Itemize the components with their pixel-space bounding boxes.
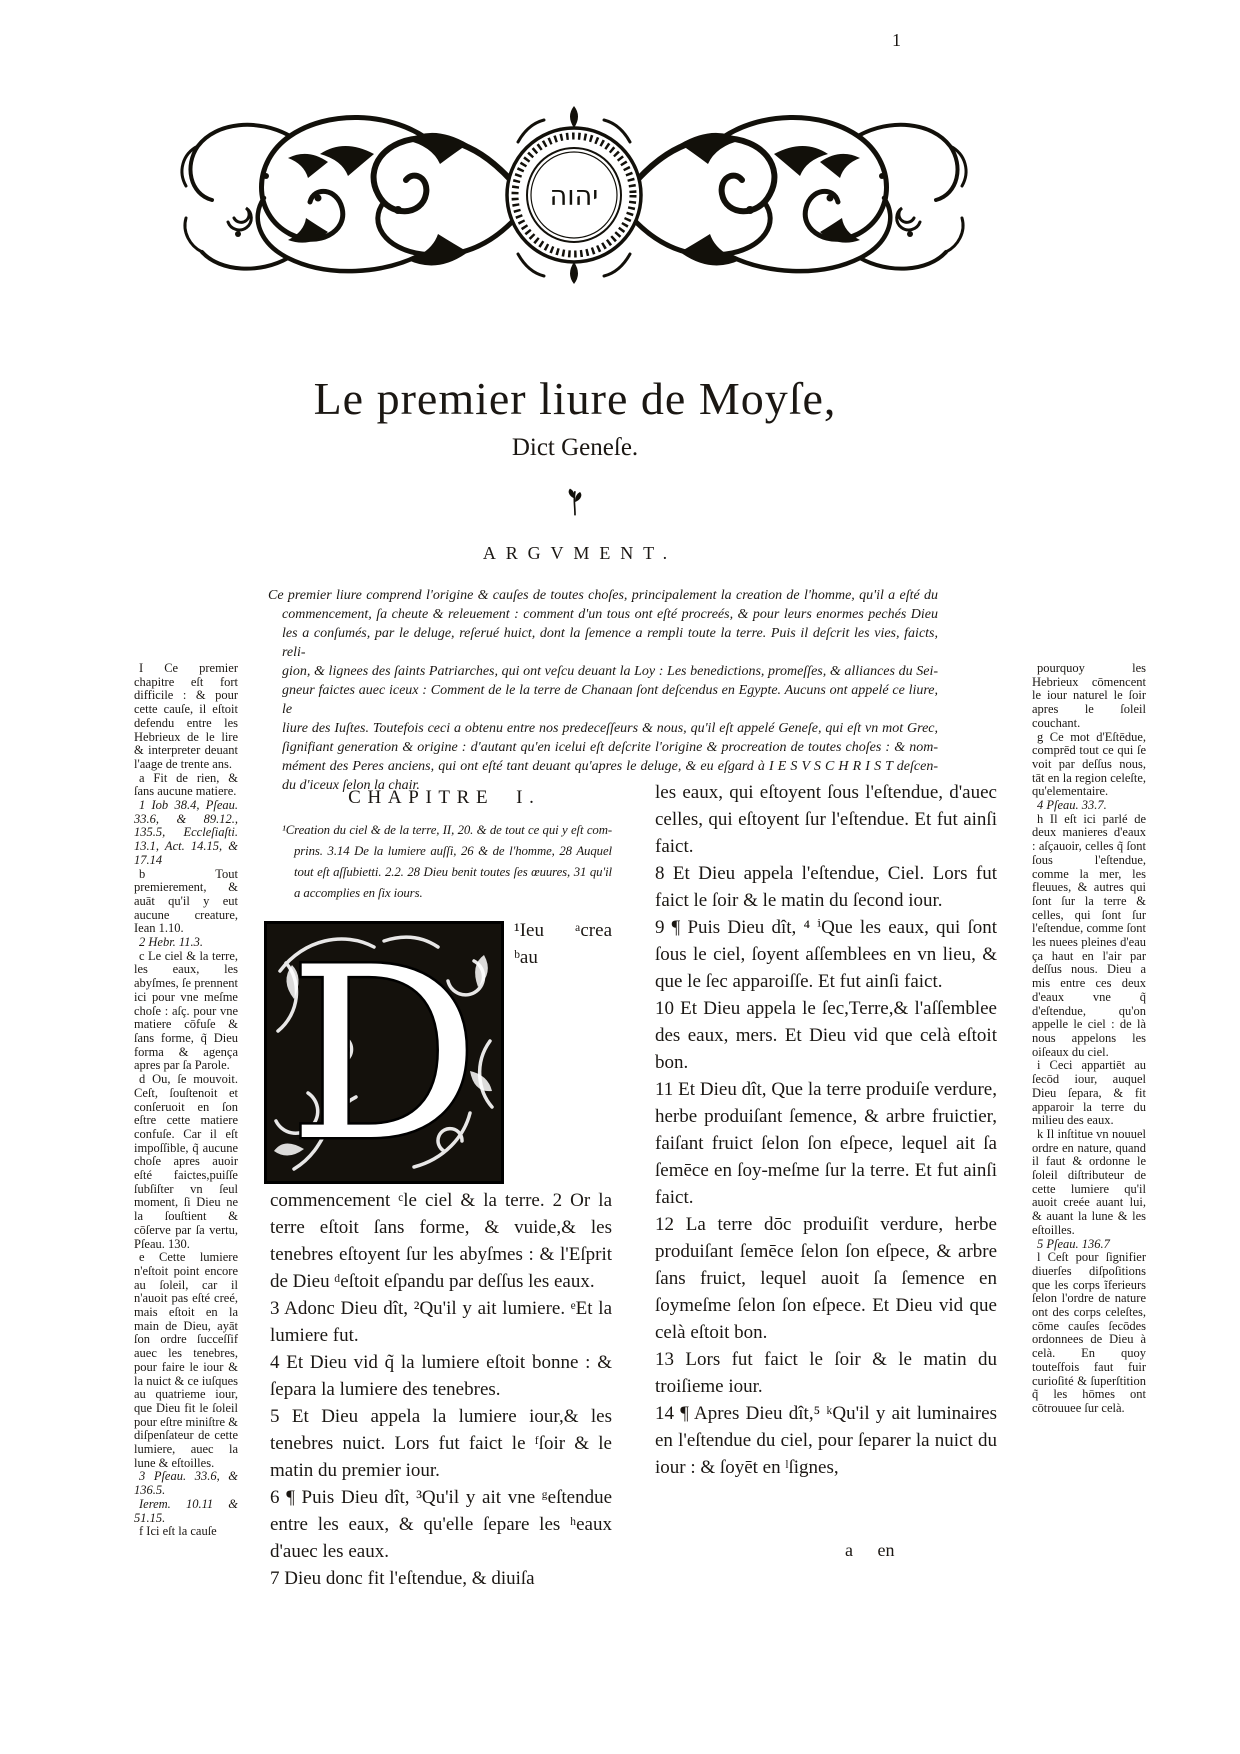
verse: 14 ¶ Apres Dieu dît,⁵ ᵏQu'il y ait luminaires en l'eſtendue du ciel, pour ſeparer la nuict du iour : & ſoyēt en ˡſignes,	[655, 1403, 997, 1478]
argument-line: mément des Peres anciens, qui ont eſté tant deuant qu'apres le deluge, & eu eſgard à I E S V S C H R I S T deſcen-	[282, 759, 938, 774]
margin-note: b Tout premierement, & auāt qu'il y eut aucune creature, Iean 1.10.	[134, 866, 238, 936]
margin-note: i Ceci appartiēt au ſecōd iour, auquel Dieu ſepara, & fit apparoir la terre du milieu des eaux.	[1032, 1058, 1146, 1128]
page-number: 1	[892, 30, 901, 50]
chapter-summary-line: ¹Creation du ciel & de la terre, II, 20. & de tout ce qui y eſt com-	[282, 823, 612, 837]
verse: 9 ¶ Puis Dieu dît, ⁴ ⁱQue les eaux, qui ſont ſous le ciel, ſoyent aſſemblees en vn lieu, & que le ſec apparoiſſe. Et fut ainſi faict.	[655, 917, 997, 992]
margin-note: d Ou, ſe mouvoit. Ceſt, ſouſtenoit et conſeruoit en ſon eſtre cette matiere confuſe. Car il eſt impoſſible, q̃ aucune choſe apres auoir eſté faictes,puiſſe ſubſiſter vn ſeul moment, ſi Dieu ne la ſouſtient & cōſerve par ſa vertu, Pſeau. 130.	[134, 1072, 238, 1251]
margin-note: f Ici eſt la cauſe	[139, 1524, 217, 1539]
argument-line: ſignifiant generation & origine : d'autant qu'en icelui eſt deſcrite l'origine & procreation de toutes choſes : & nom-	[282, 740, 938, 755]
argument-line: commencement, ſa cheute & releuement : comment d'un tous ont eſté procreés, & pour leurs enormes pechés Dieu	[282, 607, 938, 622]
verse: 5 Et Dieu appela la lumiere iour,& les tenebres nuict. Lors fut faict le ᶠſoir & le matin du premier iour.	[270, 1406, 612, 1481]
verse: les eaux, qui eſtoyent ſous l'eſtendue, d'auec celles, qui eſtoyent ſur l'eſtendue. Et fut ainſi faict.	[655, 782, 997, 857]
verse: 13 Lors fut faict le ſoir & le matin du troiſieme iour.	[655, 1349, 997, 1397]
text-column-1	[270, 784, 612, 1592]
margin-note: h Il eſt ici parlé de deux manieres d'eaux : aſçauoir, celles q̃ ſont ſous l'eſtendue, comme la mer, les fleuues, & autres qui ſont ſur la terre & celles, qui ſont ſur l'eſtendue, comme ſont les nuees pleines d'eau ça haut en l'air par deſſus nous. Dieu a mis entre ces deux d'eaux vne q̃ d'eſtendue, qu'on appelle le ciel : de là nous appelons les oiſeaux du ciel.	[1032, 811, 1146, 1059]
verse: 4 Et Dieu vid q̃ la lumiere eſtoit bonne : & ſepara la lumiere des tenebres.	[270, 1352, 612, 1400]
verse: 8 Et Dieu appela l'eſtendue, Ciel. Lors fut faict le ſoir & le matin du ſecond iour.	[655, 863, 997, 911]
argument-line: Ce premier liure comprend l'origine & cauſes de toutes choſes, principalement la creation de l'homme, qu'il a eſté du	[268, 588, 938, 603]
margin-note: Ierem. 10.11 & 51.15.	[134, 1496, 238, 1525]
argument-line: liure des Iuſtes. Toutefois ceci a obtenu entre nos predeceſſeurs & nous, qu'il eſt appelé Geneſe, qui eſt vn mot Grec,	[282, 721, 938, 736]
book-subtitle: Dict Geneſe.	[511, 434, 639, 461]
verse: 10 Et Dieu appela le ſec,Terre,& l'aſſemblee des eaux, mers. Et Dieu vid que celà eſtoit bon.	[655, 998, 997, 1073]
margin-note: l Ceſt pour ſignifier diuerſes diſpoſitions que les corps ĩferieurs ſelon l'ordre de nature ont des corps celeſtes, cōme cauſes ſecōdes ordonnees de Dieu à celà. En quoy touteſfois faut fuir curioſité & ſuperſtition q̃ les hōmes ont cōtrouuee ſur celà.	[1032, 1250, 1146, 1415]
margin-note: e Cette lumiere n'eſtoit point encore au ſoleil, car il n'auoit pas eſté creé, mais eſtoit en la main de Dieu, ayāt ſon ordre ſucceſſif auec les tenebres, pour faire le iour & la nuict & ce iuſques au quatrieme iour, que Dieu fit le ſoleil pour eſtre miniſtre & diſpenſateur de cette lumiere, auec la lune & eſtoilles.	[134, 1250, 238, 1470]
margin-note: I Ce premier chapitre eſt fort difficile : & pour cette cauſe, il eſtoit defendu entre les Hebrieux de le lire & interpreter deuant l'aage de trente ans.	[134, 661, 238, 771]
text-column-2	[655, 779, 997, 1481]
margin-note: a Fit de rien, & ſans aucune matiere.	[134, 770, 238, 799]
drop-cap-block	[264, 921, 504, 1184]
argument-heading: ARGVMENT.	[482, 543, 678, 563]
catchword: en	[877, 1540, 895, 1560]
argument-line: gneur faictes auec iceux : Comment de le la terre de Chanaan ſont deſcendus en Egypte. Aucuns ont appelé ce liure, le	[282, 683, 938, 717]
verse: 12 La terre dōc produiſit verdure, herbe produiſant ſemēce ſelon ſon eſpece, & arbre ſans fruict, lequel auoit ſa ſemence en ſoymeſme ſelon ſon eſpece. Et Dieu vid que celà eſtoit bon.	[655, 1214, 997, 1343]
column1-verses	[270, 1295, 612, 1592]
verse: 6 ¶ Puis Dieu dît, ³Qu'il y ait vne ᵍeſtendue entre les eaux, & qu'elle ſepare les ʰeaux d'auec les eaux.	[270, 1487, 612, 1562]
chapter-summary-line: tout eſt aſſubietti. 2.2. 28 Dieu benit toutes ſes œuures, 31 qu'il	[294, 865, 612, 879]
margin-note: c Le ciel & la terre, les eaux, les abyſmes, ſe prennent ici pour vne meſme choſe : aſç. pour vne matiere cōfuſe & ſans forme, q̃ Dieu forma & agença apres par ſa Parole.	[134, 948, 238, 1073]
margin-note: 4 Pſeau. 33.7.	[1037, 798, 1107, 813]
signature-mark: a	[845, 1540, 853, 1560]
drop-cap-letter: D	[288, 921, 480, 1184]
margin-note: pourquoy les Hebrieux cōmencent le iour naturel le ſoir apres le ſoleil couchant.	[1032, 661, 1146, 730]
margin-note: 1 Iob 38.4, Pſeau. 33.6, & 89.12., 135.5, Eccleſiaſti. 13.1, Act. 14.15, & 17.14	[134, 798, 238, 867]
argument-line: les a conſumés, par le deluge, reſerué huict, dont la ſemence a rempli toute la terre. Puis il deſcrit les vies, faicts, reli-	[282, 626, 938, 660]
chapter-summary-line: a accomplies en ſix iours.	[294, 886, 423, 900]
margin-note: 2 Hebr. 11.3.	[139, 935, 204, 950]
margin-note: 3 Pſeau. 33.6, & 136.5.	[134, 1469, 238, 1498]
margin-note: 5 Pſeau. 136.7	[1037, 1236, 1110, 1251]
tetragrammaton-medallion-icon	[507, 106, 641, 284]
argument-paragraph	[268, 586, 938, 795]
verse: 7 Dieu donc fit l'eſtendue, & diuiſa	[270, 1568, 535, 1589]
catchword-line	[845, 1540, 895, 1561]
opening-text: ¹Ieu ᵃcrea ᵇau commencement ᶜle ciel & la terre. 2 Or la terre eſtoit ſans forme, & vuide,& les tenebres eſtoyent ſur les abyſmes : & l'Eſprit de Dieu ᵈeſtoit eſpandu par deſſus les eaux.	[270, 920, 612, 1292]
argument-line: gion, & lignees des ſaints Patriarches, qui ont veſcu deuant la Loy : Les benedictions, promeſſes, & alliances du Sei-	[282, 664, 938, 679]
foliate-scroll-engraving-icon	[168, 102, 980, 288]
argument-line: du d'iceux ſelon la chair.	[282, 778, 420, 793]
ornamental-initial-D-icon	[264, 921, 504, 1184]
verse: 3 Adonc Dieu dît, ²Qu'il y ait lumiere. ᵉEt la lumiere fut.	[270, 1298, 612, 1346]
book-title: Le premier liure de Moyſe,	[313, 373, 837, 424]
verse: 11 Et Dieu dît, Que la terre produiſe verdure, herbe produiſant ſemence, & arbre fruictier, faiſant fruict ſelon ſon eſpece, lequel ait ſa ſemēce en ſoy-meſme ſur la terre. Et fut ainſi faict.	[655, 1079, 997, 1208]
chapter-summary-line: prins. 3.14 De la lumiere auſſi, 26 & de l'homme, 28 Auquel	[294, 844, 612, 858]
chapter-summary	[270, 820, 612, 904]
fleuron-ornament	[170, 486, 980, 523]
margin-note: k Il inſtitue vn nouuel ordre en nature, quand il faut & ordonne le ſoleil diſtributeur de cette lumiere qu'il auoit creée auant lui, & auant la lune & les eſtoilles.	[1032, 1126, 1146, 1237]
sprig-icon	[565, 486, 585, 518]
headpiece-ornament	[168, 102, 980, 288]
chapter-heading: CHAPITRE I.	[348, 787, 541, 808]
opening-paragraph	[270, 917, 612, 1295]
margin-note: g Ce mot d'Eſtēdue, comprēd tout ce qui ſe voit par deſſus nous, tāt en la region celeſte, qu'elementaire.	[1032, 729, 1146, 799]
right-margin-notes	[1032, 662, 1146, 1416]
hebrew-tetragrammaton-text: יהוה	[549, 181, 599, 212]
left-margin-notes	[134, 662, 238, 1539]
